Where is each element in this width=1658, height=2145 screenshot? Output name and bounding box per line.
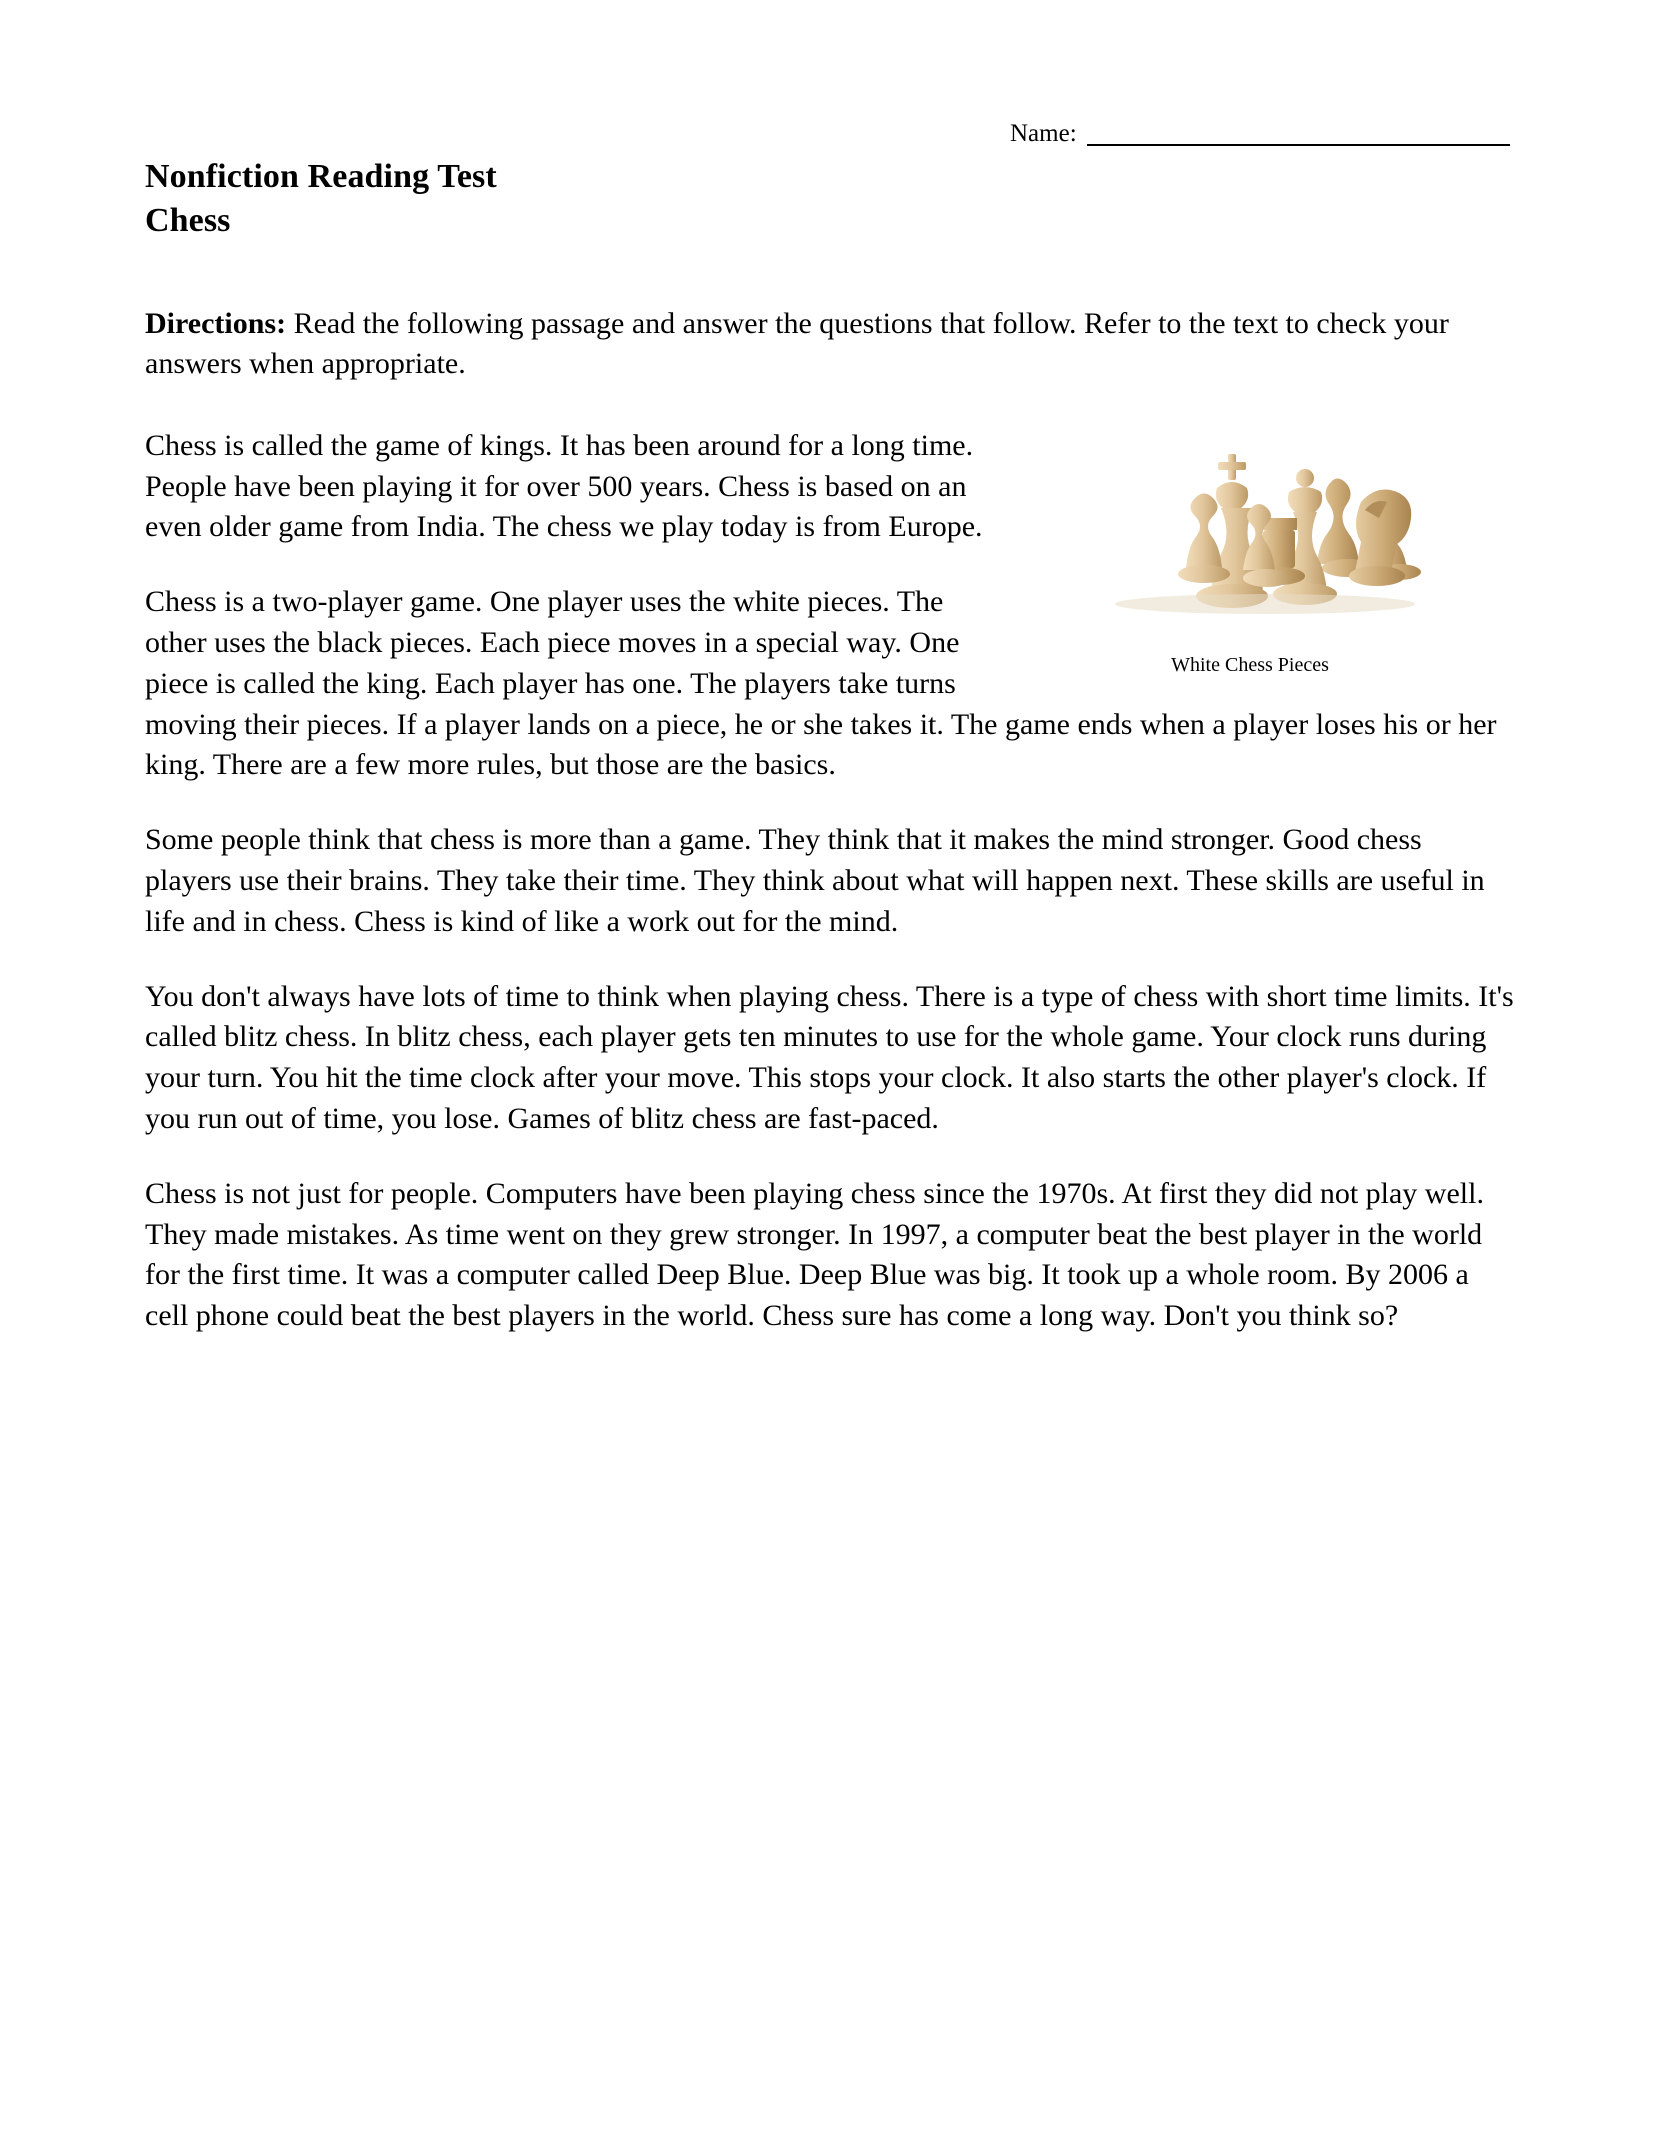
name-label: Name:: [1010, 120, 1077, 147]
title-line-1: Nonfiction Reading Test: [145, 158, 497, 195]
title-line-2: Chess: [145, 201, 231, 239]
name-field-row: [1010, 120, 1510, 146]
page-title: [145, 155, 1515, 242]
directions-label: Directions:: [145, 307, 287, 341]
figure-caption: White Chess Pieces: [1171, 653, 1329, 676]
chess-pieces-icon: [1065, 426, 1435, 641]
passage-paragraph-2: Chess is a two-player game. One player uses the white pieces. The other uses the black pieces. Each piece moves in a special way. One piece is called the king. Each player has one. The players take turns moving their pieces. If a player lands on a piece, he or she takes it. The game ends when a player loses his or her king. There are a few more rules, but those are the basics.: [145, 585, 1497, 782]
passage-paragraph-5: Chess is not just for people. Computers have been playing chess since the 1970s. At first they did not play well. They made mistakes. As time went on they grew stronger. In 1997, a computer beat the best player in the world for the first time. It was a computer called Deep Blue. Deep Blue was big. It took up a whole room. By 2006 a cell phone could beat the best players in the world. Chess sure has come a long way. Don't you think so?: [145, 1176, 1484, 1333]
directions-block: [145, 304, 1515, 384]
directions-text: Read the following passage and answer the questions that follow. Refer to the text to check your answers when appropriate.: [145, 307, 1449, 380]
passage-paragraph-4: You don't always have lots of time to think when playing chess. There is a type of chess with short time limits. It's called blitz chess. In blitz chess, each player gets ten minutes to use for the whole game. Your clock runs during your turn. You hit the time clock after your move. This stops your clock. It also starts the other player's clock. If you run out of time, you lose. Games of blitz chess are fast-paced.: [145, 979, 1514, 1135]
figure-chess-pieces: [1040, 426, 1460, 677]
passage-paragraph-1: Chess is called the game of kings. It has been around for a long time. People have been playing it for over 500 years. Chess is based on an even older game from India. The chess we play today is from Europe.: [145, 428, 983, 544]
document-content: [145, 155, 1515, 1371]
passage-paragraph-3: Some people think that chess is more than a game. They think that it makes the mind stronger. Good chess players use their brains. They take their time. They think about what will happen next. These skills are useful in life and in chess. Chess is kind of like a work out for the mind.: [145, 823, 1485, 938]
name-input-blank[interactable]: [1087, 120, 1510, 146]
chess-pieces-photo: [1065, 426, 1435, 641]
